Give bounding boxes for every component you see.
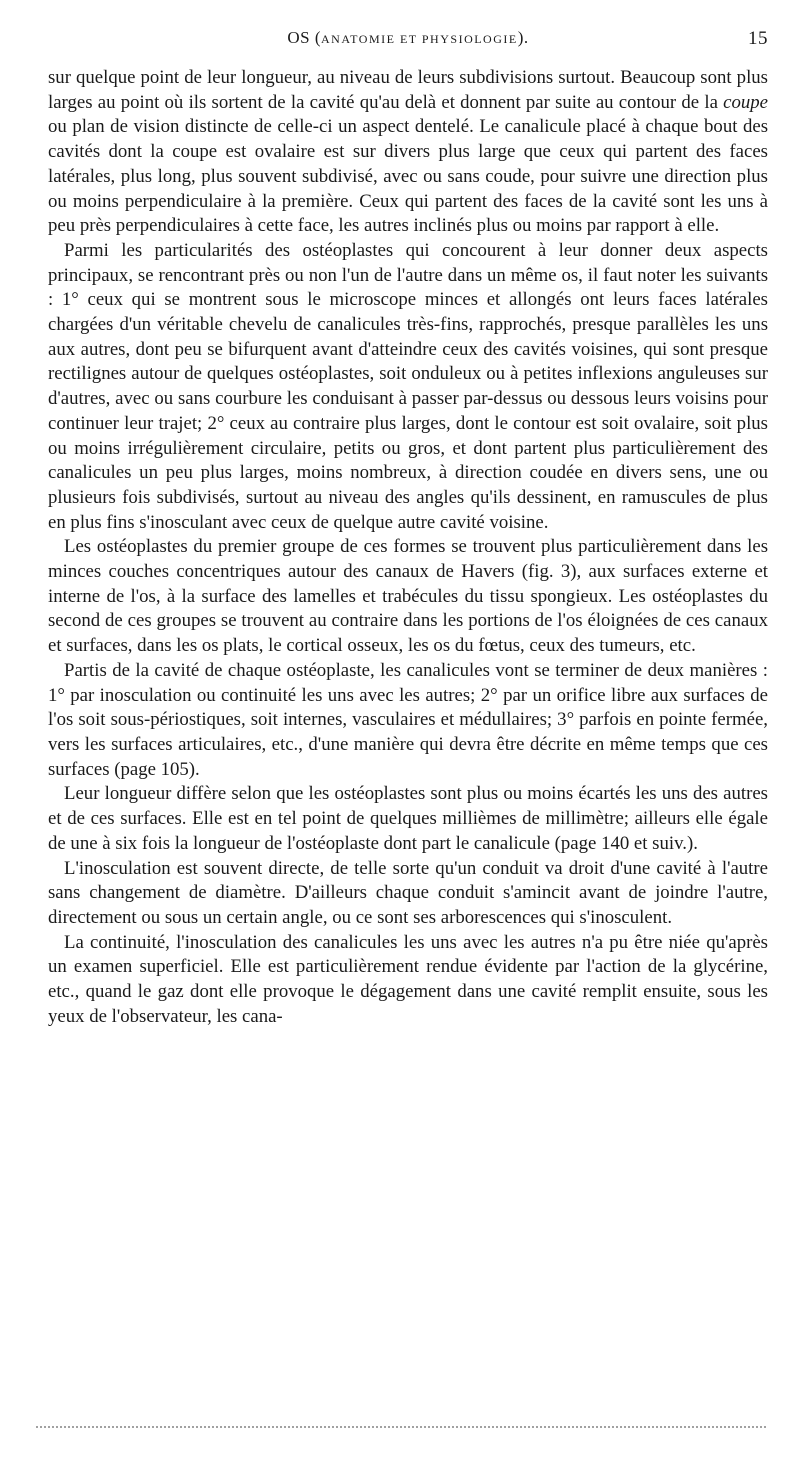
running-title-os: OS (	[287, 28, 321, 47]
running-head	[48, 28, 768, 56]
paragraph-7: La continuité, l'inosculation des canalicules les uns avec les autres n'a pu être niée qu'après un examen superficiel. Elle est particulièrement rendue évidente par l'action de la glycérine, etc., quand le gaz dont elle provoque le dégagement dans une cavité remplit ensuite, sous les yeux de l'observateur, les cana-	[48, 931, 768, 1027]
paragraph-1-part-1: sur quelque point de leur longueur, au niveau de leurs subdivisions surtout. Beaucoup sont plus larges au point où ils sortent de la cavité qu'au delà et donnent par suite au contour de la	[48, 67, 768, 113]
body-text	[48, 66, 768, 1029]
paragraph-3: Les ostéoplastes du premier groupe de ces formes se trouvent plus particulièrement dans les minces couches concentriques autour des canaux de Havers (fig. 3), aux surfaces externe et interne de l'os, à la surface des lamelles et trabécules du tissu spongieux. Les ostéoplastes du second de ces groupes se trouvent au contraire dans les portions de l'os éloignées de ces canaux et surfaces, dans les os plats, le cortical osseux, les os du fœtus, ceux des tumeurs, etc.	[48, 536, 768, 657]
paragraph-1	[48, 66, 768, 239]
paragraph-5: Leur longueur diffère selon que les ostéoplastes sont plus ou moins écartés les uns des autres et de ces surfaces. Elle est en tel point de quelques millièmes de millimètre; ailleurs elle égale de une à six fois la longueur de l'ostéoplaste dont part le canalicule (page 140 et suiv.).	[48, 783, 768, 854]
paragraph-1-part-2: ou plan de vision distincte de celle-ci un aspect dentelé. Le canalicule placé à chaque bout des cavités dont la coupe est ovalaire est sur divers plus large que ceux qui partent des faces latérales, plus long, plus souvent subdivisé, avec ou sans coude, pour suivre une direction plus ou moins perpendiculaire à la première. Ceux qui partent des faces de la cavité sont les uns à peu près perpendiculaires à cette face, les autres inclinés plus ou moins par rapport à elle.	[48, 116, 768, 237]
book-page	[48, 28, 768, 1029]
paragraph-4: Partis de la cavité de chaque ostéoplaste, les canalicules vont se terminer de deux manières : 1° par inosculation ou continuité les uns avec les autres; 2° par un orifice libre aux surfaces de l'os soit sous-périostiques, soit internes, vasculaires et médullaires; 3° parfois en pointe fermée, vers les surfaces articulaires, etc., d'une manière qui devra être décrite en même temps que ces surfaces (page 105).	[48, 659, 768, 780]
paragraph-1-italic-term: coupe	[723, 91, 768, 113]
running-title-subject: ANATOMIE ET PHYSIOLOGIE	[321, 32, 518, 46]
running-title	[287, 28, 528, 48]
paragraph-2: Parmi les particularités des ostéoplastes qui concourent à leur donner deux aspects principaux, se rencontrant près ou non l'un de l'autre dans un même os, il faut noter les suivants : 1° ceux qui se montrent sous le microscope minces et allongés ont leurs faces latérales chargées d'un véritable chevelu de canalicules très-fins, rapprochés, presque parallèles les uns aux autres, dont peu se bifurquent avant d'atteindre ceux des cavités voisines, qui sont presque rectilignes autour de quelques ostéoplastes, soit onduleux ou à petites inflexions anguleuses sur d'autres, avec ou sans courbure les conduisant à passer par-dessus ou dessous leurs voisins pour continuer leur trajet; 2° ceux au contraire plus larges, dont le contour est soit ovalaire, soit plus ou moins irrégulièrement circulaire, petits ou gros, et dont partent plus particulièrement des canalicules un peu plus larges, moins nombreux, à direction coudée en divers sens, une ou plusieurs fois subdivisés, surtout au niveau des angles qu'ils dessinent, en ramuscules de plus en plus fins s'inosculant avec ceux de quelque autre cavité voisine.	[48, 239, 768, 533]
paragraph-6: L'inosculation est souvent directe, de telle sorte qu'un conduit va droit d'une cavité à l'autre sans changement de diamètre. D'ailleurs chaque conduit s'amincit avant de joindre l'autre, directement ou sous un certain angle, ou ce sont ses arborescences qui s'inosculent.	[48, 857, 768, 928]
page-number: 15	[748, 28, 768, 49]
running-title-end: ).	[517, 28, 529, 47]
bottom-dotted-rule	[36, 1426, 766, 1428]
